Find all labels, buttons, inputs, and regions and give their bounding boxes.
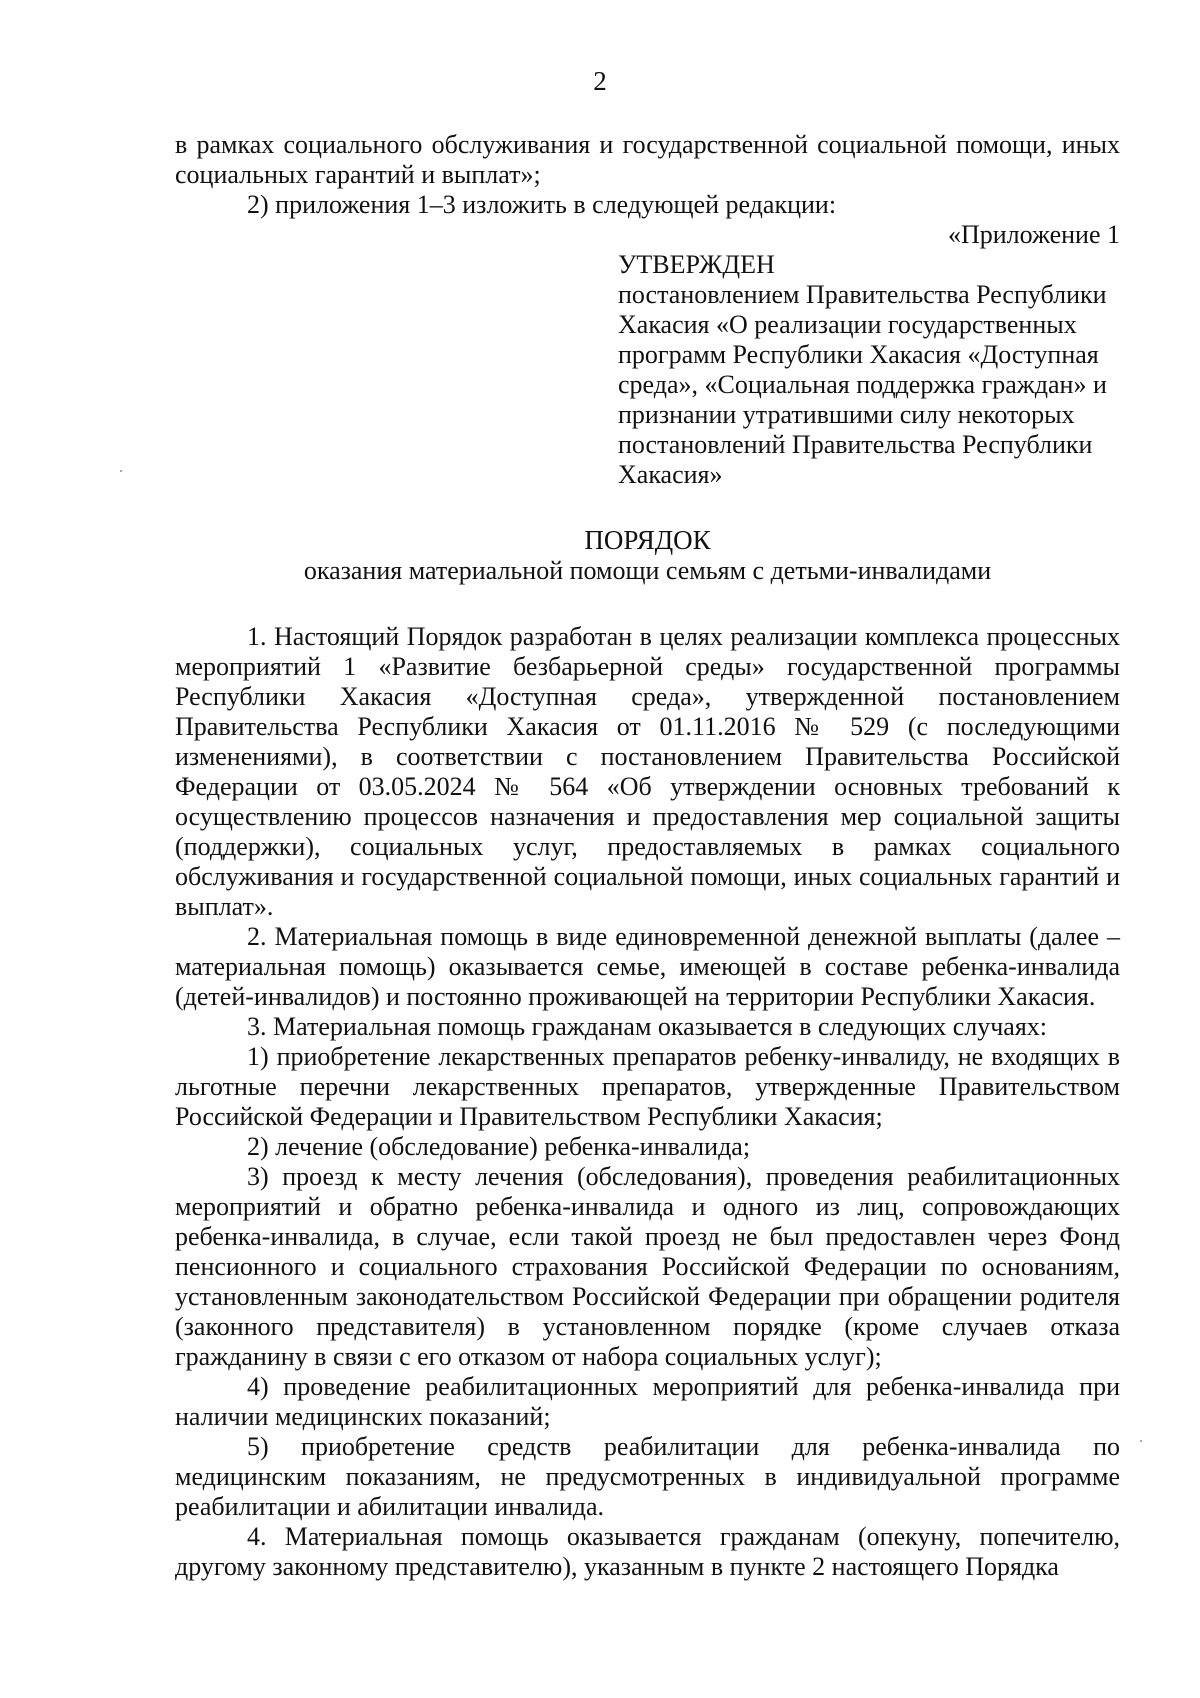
intro-continuation: в рамках социального обслуживания и государственной социальной помощи, иных социальных гарантий и выплат»;: [175, 130, 1120, 189]
paragraph: 4. Материальная помощь оказывается гражданам (опекуну, попечителю, другому законному представителю), указанным в пункте 2 настоящего Порядка: [175, 1522, 1120, 1581]
paragraph: 5) приобретение средств реабилитации для ребенка-инвалида по медицинским показаниям, не предусмотренных в индивидуальной программе реабилитации и абилитации инвалида.: [175, 1432, 1120, 1521]
paragraph: 2) лечение (обследование) ребенка-инвалида;: [247, 1132, 751, 1161]
paragraph: 3) проезд к месту лечения (обследования), проведения реабилитационных мероприятий и обратно ребенка-инвалида и одного из лиц, сопровождающих ребенка-инвалида, в случае, если такой проезд не был предоставлен через Фонд пенсионного и социального страхования Российской Федерации по основаниям, установленным законодательством Российской Федерации при обращении родителя (законного представителя) в установленном порядке (кроме случаев отказа гражданину в связи с его отказом от набора социальных услуг);: [175, 1162, 1120, 1371]
approved-by-text: постановлением Правительства Республики Хакасия «О реализации государственных программ Республики Хакасия «Доступная среда», «Социальная поддержка граждан» и признании утратившими силу некоторых постановлений Правительства Республики Хакасия»: [618, 280, 1107, 489]
paragraph: 3. Материальная помощь гражданам оказывается в следующих случаях:: [247, 1012, 1048, 1041]
approved-heading: УТВЕРЖДЕН: [618, 250, 775, 279]
scan-speck: [1140, 1440, 1142, 1442]
amendment-item-2: 2) приложения 1–3 изложить в следующей редакции:: [247, 190, 837, 219]
paragraph: 2. Материальная помощь в виде единовременной денежной выплаты (далее – материальная помощь) оказывается семье, имеющей в составе ребенка-инвалида (детей-инвалидов) и постоянно проживающей на территории Республики Хакасия.: [175, 922, 1120, 1011]
paragraph-list: [175, 622, 1120, 1582]
document-title-block: [175, 524, 1120, 586]
approval-block: [618, 250, 1118, 490]
document-body: [175, 130, 1120, 1582]
paragraph: 4) проведение реабилитационных мероприятий для ребенка-инвалида при наличии медицинских показаний;: [175, 1372, 1120, 1431]
document-title: ПОРЯДОК: [584, 525, 711, 555]
paragraph: 1. Настоящий Порядок разработан в целях реализации комплекса процессных мероприятий 1 «Развитие безбарьерной среды» государственной программы Республики Хакасия «Доступная среда», утвержденной постановлением Правительства Республики Хакасия от 01.11.2016 № 529 (с последующими изменениями), в соответствии с постановлением Правительства Российской Федерации от 03.05.2024 № 564 «Об утверждении основных требований к осуществлению процессов назначения и предоставления мер социальной защиты (поддержки), социальных услуг, предоставляемых в рамках социального обслуживания и государственной социальной помощи, иных социальных гарантий и выплат».: [175, 622, 1120, 921]
page-number: 2: [593, 66, 607, 96]
document-subtitle: оказания материальной помощи семьям с детьми-инвалидами: [303, 556, 992, 585]
paragraph: 1) приобретение лекарственных препаратов ребенку-инвалиду, не входящих в льготные перечни лекарственных препаратов, утвержденные Правительством Российской Федерации и Правительством Республики Хакасия;: [175, 1042, 1120, 1131]
scan-speck: [120, 470, 122, 472]
appendix-label: «Приложение 1: [947, 220, 1120, 249]
